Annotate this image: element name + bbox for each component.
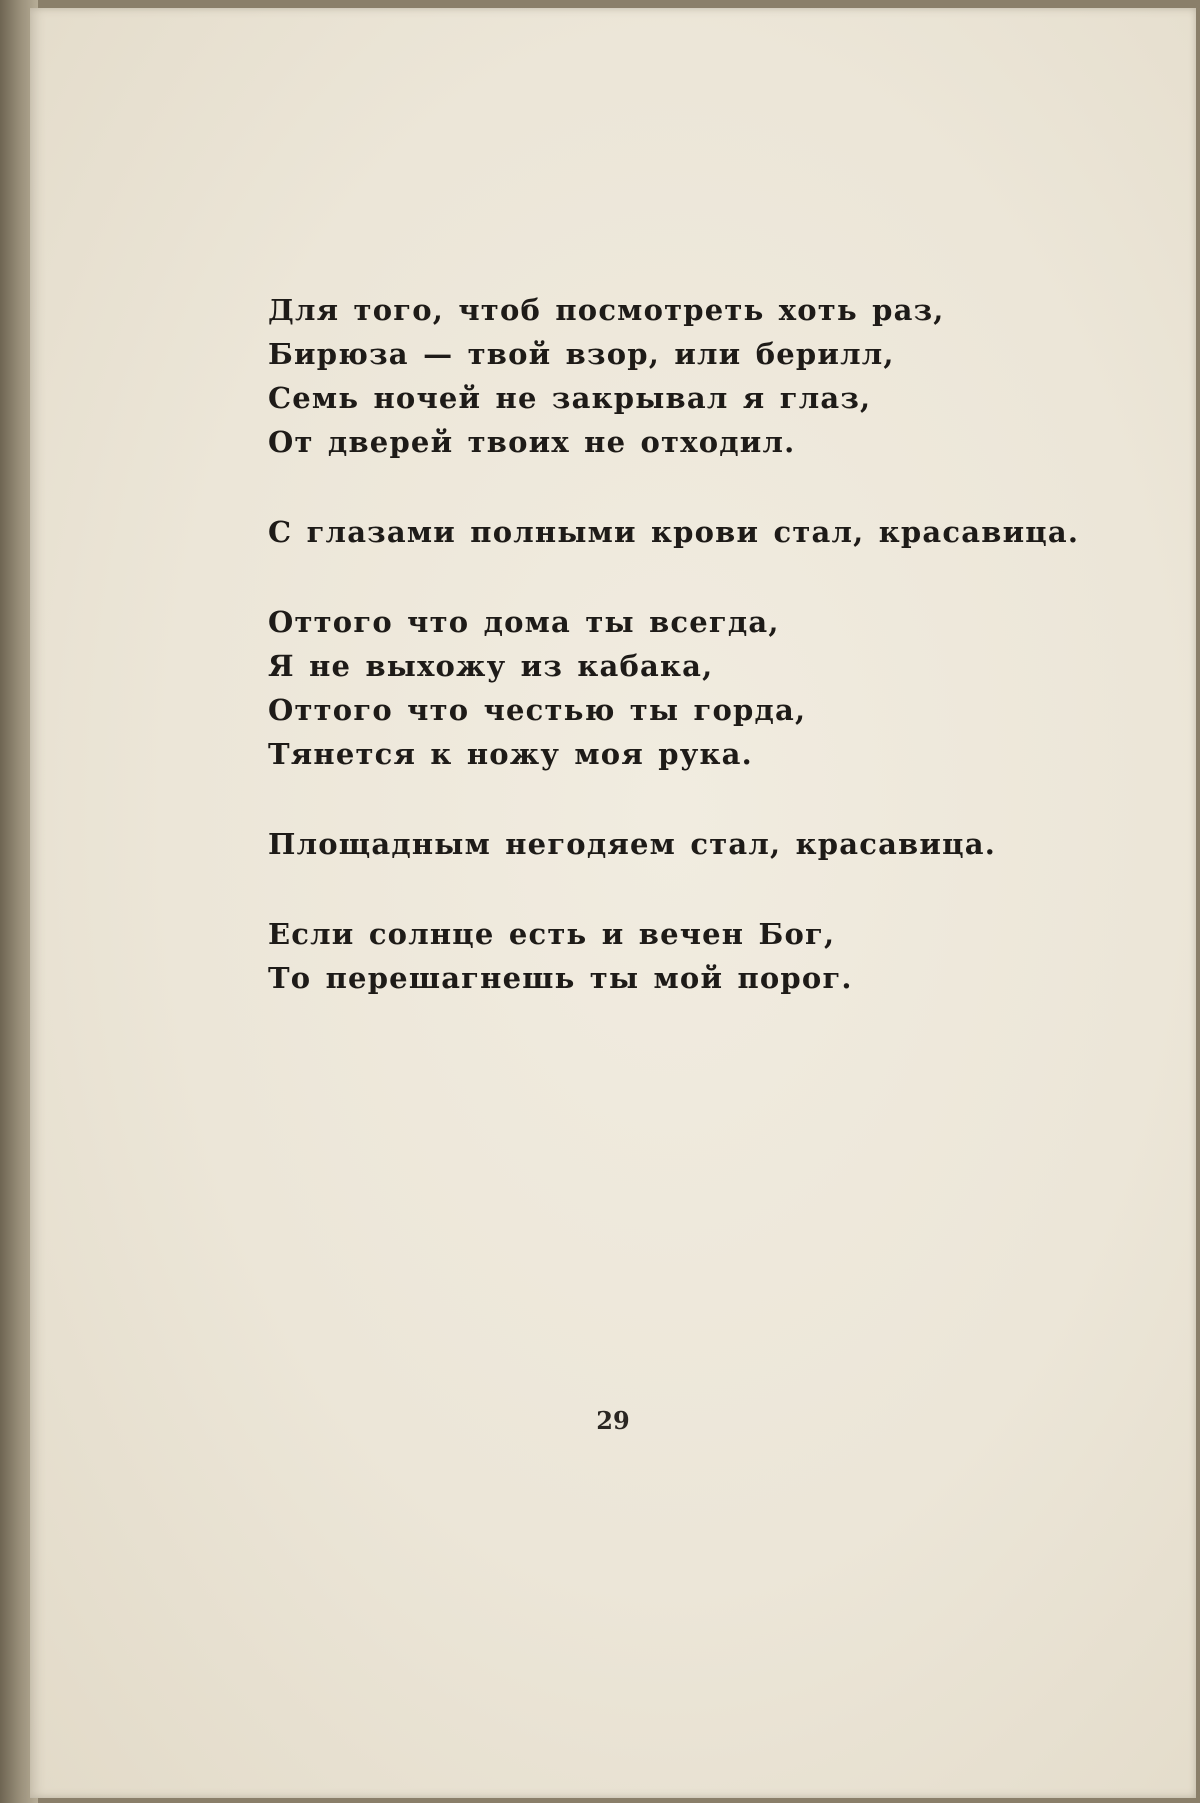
poem-line: Оттого что дома ты всегда, (268, 605, 780, 639)
poem-line: Если солнце есть и вечен Бог, (268, 917, 836, 951)
poem-line: От дверей твоих не отходил. (268, 425, 796, 459)
page-number: 29 (596, 1406, 630, 1435)
poem-line: Для того, чтоб посмотреть хоть раз, (268, 293, 945, 327)
refrain-1 (268, 510, 1088, 554)
poem (268, 288, 1088, 1046)
refrain-2 (268, 822, 1088, 866)
poem-line: Я не выхожу из кабака, (268, 649, 714, 683)
poem-line: Бирюза — твой взор, или берилл, (268, 337, 895, 371)
poem-line: То перешагнешь ты мой порог. (268, 961, 853, 995)
stanza-3 (268, 912, 1088, 1000)
stanza-2 (268, 600, 1088, 776)
book-page (28, 8, 1196, 1798)
poem-line: Оттого что честью ты горда, (268, 693, 807, 727)
stanza-1 (268, 288, 1088, 464)
poem-line: Тянется к ножу моя рука. (268, 737, 753, 771)
poem-line: Площадным негодяем стал, красавица. (268, 827, 997, 861)
poem-line: Семь ночей не закрывал я глаз, (268, 381, 872, 415)
poem-line: С глазами полными крови стал, красавица. (268, 515, 1080, 549)
